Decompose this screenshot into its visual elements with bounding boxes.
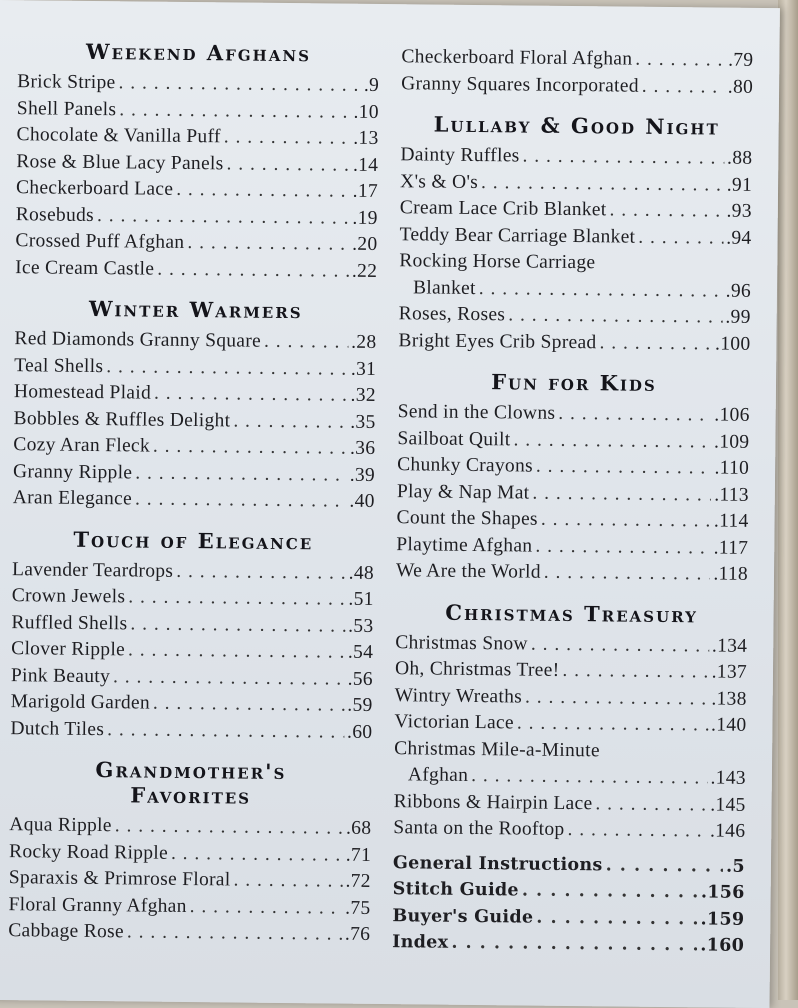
dot-leader (635, 47, 725, 74)
toc-entry (400, 142, 752, 172)
entry-title: Buyer's Guide (392, 905, 534, 928)
entry-page-number: .114 (713, 510, 749, 532)
entry-title: Pink Beauty (10, 664, 111, 687)
entry-title: Christmas Mile-a-Minute (394, 737, 600, 761)
entry-page-number: .94 (726, 227, 752, 249)
left-column (8, 38, 379, 948)
entry-title: Checkerboard Lace (15, 177, 174, 200)
dot-leader (187, 230, 349, 258)
toc-entry (400, 195, 752, 225)
entry-page-number: .96 (725, 280, 752, 302)
entry-title: Cozy Aran Fleck (13, 434, 151, 457)
toc-entry (395, 656, 747, 686)
toc-entry (14, 353, 376, 383)
entry-page-number: .99 (725, 306, 751, 328)
dot-leader (107, 717, 344, 746)
entry-title: Dainty Ruffles (400, 144, 520, 167)
entry-title: Shell Panels (16, 97, 117, 120)
entry-page-number: .110 (714, 457, 750, 479)
entry-page-number: .134 (711, 634, 748, 657)
dot-leader (606, 852, 724, 880)
right-column (392, 44, 754, 959)
entry-page-number: .19 (352, 207, 378, 229)
entry-title: General Instructions (392, 852, 603, 875)
dot-leader (176, 558, 346, 586)
dot-leader (532, 480, 711, 508)
entry-page-number: .71 (345, 844, 372, 866)
entry-title: Bobbles & Ruffles Delight (13, 407, 231, 431)
dot-leader (119, 97, 350, 126)
toc-entry (17, 69, 379, 99)
entry-title: Rosebuds (15, 203, 95, 226)
dot-leader (562, 658, 709, 686)
entry-page-number: .80 (727, 76, 754, 98)
entry-page-number: .88 (726, 147, 753, 169)
dot-leader (233, 867, 342, 895)
toc-entry (399, 301, 751, 331)
dot-leader (118, 70, 361, 99)
entry-title: Cabbage Rose (8, 920, 125, 943)
toc-entry (401, 44, 753, 74)
toc-entry (396, 505, 748, 535)
toc-entry (399, 222, 751, 252)
toc-entry (395, 683, 747, 713)
section-heading: Winter Warmers (88, 295, 303, 324)
entry-page-number: .143 (710, 767, 747, 789)
toc-entry (10, 716, 372, 746)
dot-leader (481, 170, 724, 199)
entry-page-number: .138 (711, 687, 747, 710)
toc-entry (11, 689, 373, 719)
entry-page-number: .68 (345, 817, 372, 839)
page-edge (778, 0, 798, 1000)
section-heading: Weekend Afghans (85, 38, 312, 67)
toc-entry (401, 71, 753, 101)
dot-leader (531, 631, 709, 659)
entry-page-number: .53 (348, 615, 374, 637)
entry-page-number: .159 (700, 908, 745, 930)
section-entries (10, 557, 374, 746)
toc-entry (13, 406, 375, 436)
toc-entry (393, 789, 745, 819)
entry-page-number: .5 (725, 856, 746, 877)
entry-title: Send in the Clowns (397, 401, 556, 424)
entry-page-number: .160 (700, 935, 745, 956)
toc-entry (397, 426, 749, 456)
dot-leader (567, 817, 707, 845)
dot-leader (471, 763, 708, 792)
entry-page-number: .106 (714, 404, 750, 426)
dot-leader (135, 486, 347, 515)
toc-entry (394, 736, 746, 766)
toc-entry (12, 557, 374, 587)
toc-entry (16, 149, 378, 179)
toc-entry (11, 610, 373, 640)
toc-entry (400, 169, 752, 199)
toc-entry (8, 892, 370, 922)
entry-page-number: .51 (348, 588, 374, 610)
entry-title: Granny Ripple (12, 460, 133, 483)
entry-page-number: .118 (713, 563, 749, 585)
entry-page-number: .48 (348, 562, 375, 584)
entry-page-number: .91 (726, 174, 753, 196)
entry-title: Chunky Crayons (397, 454, 534, 477)
dot-leader (226, 151, 350, 179)
entry-page-number: .39 (349, 464, 376, 486)
entry-title: Blanket (412, 276, 476, 299)
entry-page-number: .75 (345, 897, 371, 919)
section-entries (13, 326, 377, 515)
toc-entry (399, 248, 751, 278)
entry-title: Sailboat Quilt (397, 427, 511, 450)
entry-title: Clover Ripple (11, 638, 126, 661)
toc-entry (397, 452, 749, 482)
dot-leader (609, 197, 723, 225)
dot-leader (541, 507, 711, 535)
entry-title: Play & Nap Mat (396, 480, 530, 504)
entry-page-number: .109 (713, 431, 750, 453)
dot-leader (233, 408, 347, 436)
toc-entry (11, 636, 373, 666)
entry-title: Count the Shapes (396, 507, 538, 530)
dot-leader (171, 840, 343, 868)
toc-entry (11, 663, 373, 693)
entry-title: X's & O's (400, 170, 479, 193)
entry-title: Index (392, 932, 449, 953)
toc-entry (8, 918, 370, 948)
dot-leader (544, 560, 711, 588)
toc-entry (392, 903, 744, 933)
entry-title: Ice Cream Castle (15, 256, 155, 280)
dot-leader (130, 611, 345, 640)
dot-leader (264, 329, 348, 356)
entry-page-number: .20 (352, 233, 378, 255)
entry-page-number: .22 (351, 260, 378, 282)
entry-title: Stitch Guide (392, 879, 520, 901)
toc-entry (14, 326, 376, 356)
entry-page-number: .59 (347, 694, 373, 716)
dot-leader (599, 330, 712, 358)
dot-leader (522, 878, 698, 906)
entry-title: Granny Squares Incorporated (401, 72, 639, 97)
section-heading: Lullaby & Good Night (433, 111, 720, 140)
dot-leader (508, 302, 722, 331)
entry-title: Teddy Bear Carriage Blanket (399, 223, 636, 248)
entry-page-number: .60 (346, 721, 373, 743)
dot-leader (190, 894, 343, 922)
toc-entry (13, 459, 375, 489)
entry-page-number: .14 (352, 154, 379, 176)
entry-page-number: .31 (350, 358, 377, 380)
entry-title: Aran Elegance (12, 487, 133, 510)
entry-title: Afghan (407, 764, 469, 786)
back-matter-entries (392, 850, 745, 960)
entry-title: Cream Lace Crib Blanket (399, 197, 607, 221)
section-entries (396, 399, 750, 588)
dot-leader (638, 224, 723, 251)
toc-entry (16, 175, 378, 205)
toc-entry (398, 399, 750, 429)
dot-leader (479, 276, 723, 305)
dot-leader (128, 637, 345, 666)
dot-leader (525, 684, 709, 712)
entry-page-number: .156 (700, 882, 745, 903)
entry-title: Chocolate & Vanilla Puff (16, 124, 221, 148)
dot-leader (176, 177, 350, 205)
toc-entry (393, 876, 745, 906)
toc-entry (13, 485, 375, 515)
section-heading-line1: Grandmother's (95, 757, 287, 785)
entry-title: Crown Jewels (11, 585, 126, 608)
entry-title: Sparaxis & Primrose Floral (8, 867, 231, 891)
dot-leader (522, 143, 724, 172)
entry-page-number: .79 (728, 49, 754, 71)
entry-page-number: .36 (349, 437, 376, 459)
section-heading: Christmas Treasury (445, 599, 699, 627)
toc-entry (17, 96, 379, 126)
toc-entry (393, 815, 745, 845)
dot-leader (154, 381, 348, 410)
entry-page-number: .13 (353, 127, 379, 149)
entry-title: Oh, Christmas Tree! (394, 658, 560, 681)
entry-title: Lavender Teardrops (11, 558, 174, 582)
toc-entry (399, 275, 751, 305)
dot-leader (535, 533, 711, 561)
toc-entry (398, 328, 750, 358)
entry-title: Rocking Horse Carriage (399, 250, 596, 274)
section-entries (15, 69, 379, 285)
entry-title: Homestead Plaid (13, 381, 152, 404)
dot-leader (135, 460, 347, 489)
toc-entry (392, 929, 744, 959)
dot-leader (153, 434, 347, 463)
entry-page-number: .40 (349, 490, 375, 512)
entry-title: Christmas Snow (395, 631, 528, 655)
entry-page-number: .54 (347, 641, 374, 663)
dot-leader (513, 427, 711, 456)
entry-page-number: .9 (363, 74, 380, 96)
entry-title: Playtime Afghan (396, 533, 533, 557)
section-heading: Touch of Elegance (73, 526, 314, 554)
section-entries (393, 630, 747, 846)
entry-title: Floral Granny Afghan (8, 893, 187, 917)
toc-entry (9, 865, 371, 895)
entry-page-number: .32 (350, 384, 376, 406)
entry-page-number: .145 (710, 793, 746, 816)
dot-leader (115, 813, 344, 842)
dot-leader (113, 664, 345, 693)
entry-title: Rose & Blue Lacy Panels (16, 150, 224, 174)
toc-entry (16, 122, 378, 152)
section-entries (8, 812, 371, 948)
entry-page-number: .113 (714, 484, 749, 506)
entry-title: We Are the World (395, 560, 541, 583)
entry-title: Santa on the Rooftop (393, 817, 565, 840)
toc-entry (394, 762, 746, 792)
dot-leader (536, 454, 712, 482)
dot-leader (595, 791, 707, 819)
entry-title: Wintry Wreaths (394, 684, 523, 708)
entry-page-number: .28 (351, 331, 377, 353)
toc-entry (9, 812, 371, 842)
entry-page-number: .35 (350, 411, 376, 433)
entry-page-number: .100 (715, 333, 751, 355)
entry-title: Victorian Lace (394, 711, 514, 734)
entry-title: Checkerboard Floral Afghan (401, 46, 633, 70)
dot-leader (451, 930, 697, 959)
entry-page-number: .72 (345, 870, 371, 892)
dot-leader (106, 354, 348, 383)
toc-entry (9, 839, 371, 869)
entry-page-number: .56 (347, 668, 374, 690)
dot-leader (536, 904, 698, 932)
entry-page-number: .146 (709, 820, 746, 842)
entry-page-number: .93 (726, 200, 752, 222)
toc-entry (15, 255, 377, 285)
entry-title: Marigold Garden (10, 691, 151, 714)
dot-leader (153, 691, 345, 720)
entry-title: Crossed Puff Afghan (15, 230, 185, 253)
toc-entry (397, 479, 749, 509)
toc-entry (16, 202, 378, 232)
toc-entry (12, 583, 374, 613)
dot-leader (642, 73, 725, 100)
entry-title: Rocky Road Ripple (8, 840, 169, 864)
entry-title: Ruffled Shells (11, 611, 128, 634)
dot-leader (517, 710, 709, 739)
toc-entry (396, 532, 748, 562)
dot-leader (127, 919, 342, 948)
dot-leader (157, 256, 349, 285)
entry-page-number: .17 (352, 180, 379, 202)
dot-leader (128, 584, 345, 613)
dot-leader (558, 401, 711, 429)
toc-entry (394, 709, 746, 739)
toc-entry (13, 432, 375, 462)
entry-title: Dutch Tiles (10, 717, 105, 740)
entry-title: Brick Stripe (17, 71, 116, 94)
entry-page-number: .140 (711, 714, 747, 736)
dot-leader (224, 124, 351, 152)
section-heading-line2: Favorites (130, 782, 252, 809)
entry-title: Ribbons & Hairpin Lace (393, 790, 593, 814)
entry-page-number: .76 (344, 923, 371, 945)
entry-page-number: .10 (353, 101, 379, 123)
entry-title: Aqua Ripple (9, 814, 112, 837)
continued-entries (401, 44, 754, 101)
toc-entry (15, 228, 377, 258)
toc-entry (396, 558, 748, 588)
entry-title: Teal Shells (14, 354, 104, 377)
toc-entry (14, 379, 376, 409)
entry-title: Red Diamonds Granny Square (14, 328, 262, 352)
entry-title: Bright Eyes Crib Spread (398, 329, 597, 353)
entry-title: Roses, Roses (398, 303, 506, 326)
section-heading: Fun for Kids (491, 369, 657, 396)
entry-page-number: .117 (713, 537, 749, 559)
section-entries (398, 142, 752, 358)
toc-entry (395, 630, 747, 660)
dot-leader (97, 203, 350, 232)
toc-entry (393, 850, 745, 880)
entry-page-number: .137 (711, 661, 748, 683)
